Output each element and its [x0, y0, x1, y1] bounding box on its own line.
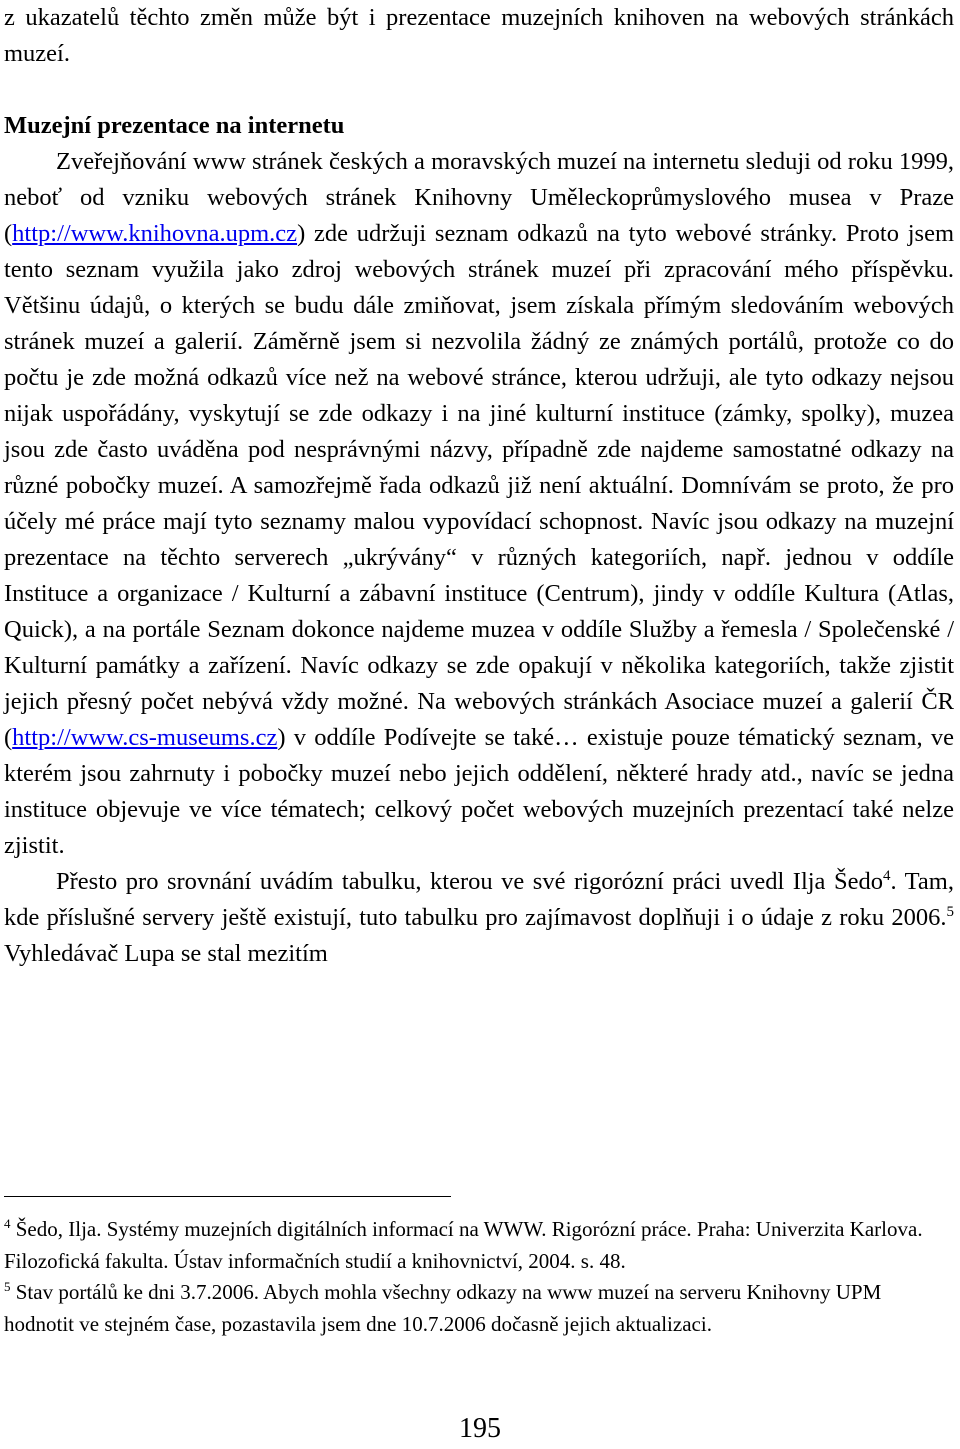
cs-museums-link[interactable]: http://www.cs-museums.cz: [12, 724, 278, 751]
page-number: 195: [459, 1413, 501, 1444]
document-page: [4, 0, 954, 972]
footnote-4: [4, 1214, 934, 1277]
intro-paragraph: z ukazatelů těchto změn může být i prezentace muzejních knihoven na webových stránkách muzeí.: [4, 4, 954, 67]
knihovna-upm-link[interactable]: http://www.knihovna.upm.cz: [12, 220, 298, 247]
footnote-ref-5[interactable]: 5: [946, 904, 954, 920]
paragraph-1-text-b: ) zde udržuji seznam odkazů na tyto webové stránky. Proto jsem tento seznam využila jako zdroj webových stránek muzeí při zpracování mého příspěvku. Většinu údajů, o kterých se budu dále zmiňovat, jsem získala přímým sledováním webových stránek muzeí a galerií. Záměrně jsem si nezvolila žádný ze známých portálů, protože co do počtu je zde možná odkazů více než na webové stránce, kterou udržuji, ale tyto odkazy nejsou nijak uspořádány, vyskytují se zde odkazy i na jiné kulturní instituce (zámky, spolky), muzea jsou zde často uváděna pod nesprávnými názvy, případně zde najdeme samostatné odkazy na různé pobočky muzeí. A samozřejmě řada odkazů již není aktuální. Domnívám se proto, že pro účely mé práce mají tyto seznamy malou vypovídací schopnost. Navíc jsou odkazy na muzejní prezentace na těchto serverech „ukrývány“ v různých kategoriích, např. jednou v oddíle Instituce a organizace / Kulturní a zábavní instituce (Centrum), jindy v oddíle Kultura (Atlas, Quick), a na portále Seznam dokonce najdeme muzea v oddíle Služby a řemesla / Společenské / Kulturní památky a zařízení. Navíc odkazy se zde opakují v několika kategoriích, takže zjistit jejich přesný počet nebývá vždy možné. Na webových stránkách Asociace muzeí a galerií ČR (: [4, 220, 954, 751]
paragraph-1: [4, 144, 954, 864]
paragraph-2: [4, 864, 954, 972]
footnote-5-text: Stav portálů ke dni 3.7.2006. Abych mohla všechny odkazy na www muzeí na serveru Knihovny UPM hodnotit ve stejném čase, pozastavila jsem dne 10.7.2006 dočasně jejich aktualizaci.: [4, 1280, 882, 1336]
footnote-separator: [4, 1196, 451, 1197]
footnote-4-text: Šedo, Ilja. Systémy muzejních digitálních informací na WWW. Rigorózní práce. Praha: Univerzita Karlova. Filozofická fakulta. Ústav informačních studií a knihovnictví, 2004. s. 48.: [4, 1217, 923, 1273]
paragraph-2-text-a: Přesto pro srovnání uvádím tabulku, kterou ve své rigorózní práci uvedl Ilja Šedo: [56, 868, 883, 895]
paragraph-1-text-a: Zveřejňování www stránek českých a moravských muzeí na internetu sleduji od roku 1999, neboť od vzniku webových stránek Knihovny Uměleckoprůmyslového musea v Praze (: [4, 148, 954, 247]
footnote-mark-5: 5: [4, 1279, 11, 1294]
body-text: [4, 0, 954, 972]
paragraph-2-text-b: . Tam, kde příslušné servery ještě existují, tuto tabulku pro zajímavost doplňuji i o údaje z roku 2006.: [4, 868, 954, 931]
paragraph-2-text-c: Vyhledávač Lupa se stal mezitím: [4, 940, 328, 967]
footnote-5: [4, 1277, 934, 1340]
footnotes: [4, 1214, 934, 1340]
section-heading: Muzejní prezentace na internetu: [4, 112, 345, 139]
footnote-mark-4: 4: [4, 1216, 11, 1231]
footnote-ref-4[interactable]: 4: [882, 868, 891, 884]
paragraph-1-text-c: ) v oddíle Podívejte se také… existuje pouze tématický seznam, ve kterém jsou zahrnuty i pobočky muzeí nebo jejich oddělení, některé hrady atd., navíc se jedna instituce objevuje ve více tématech; celkový počet webových muzejních prezentací také nelze zjistit.: [4, 724, 954, 859]
